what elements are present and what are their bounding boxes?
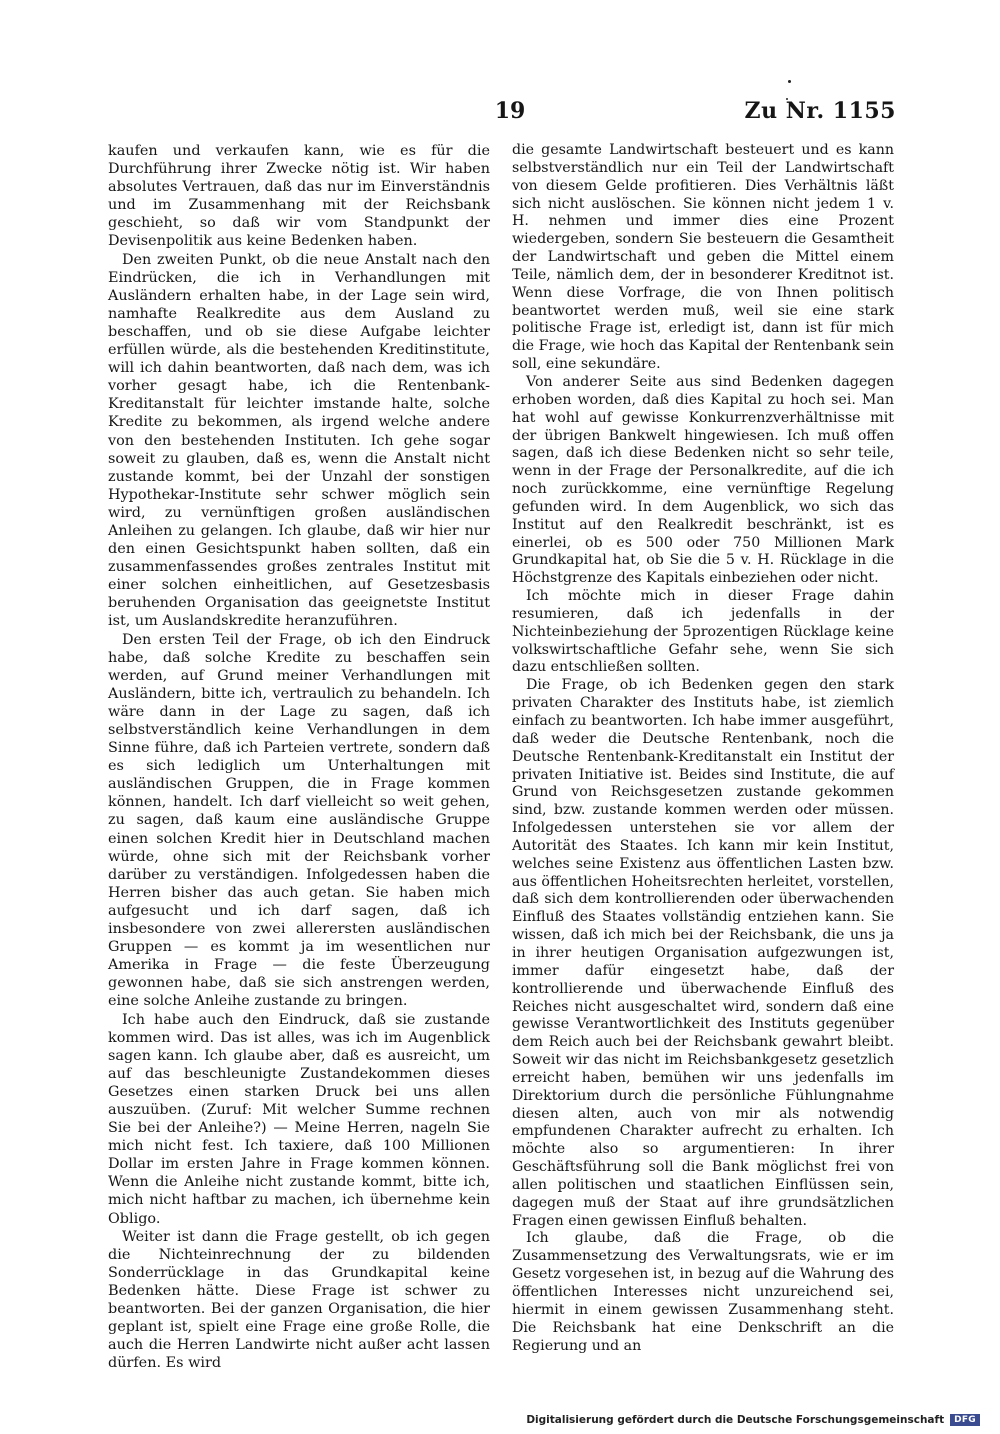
dfg-logo: DFG: [950, 1414, 980, 1426]
paragraph: Den zweiten Punkt, ob die neue Anstalt nach den Eindrücken, die ich in Verhandlungen mit Ausländern erhalten habe, in der Lage sein wird, namhafte Realkredite aus dem Ausland zu beschaffen, und ob sie diese Aufgabe leichter erfüllen würde, als die bestehenden Kreditinstitute, will ich dahin beantworten, daß nach dem, was ich vorher gesagt habe, ich die Rentenbank-Kreditanstalt für leichter imstande halte, solche Kredite zu bekommen, als irgend welche andere von den bestehenden Instituten. Ich gehe sogar soweit zu glauben, daß es, wenn die Anstalt nicht zustande kommt, bei der Unzahl der sonstigen Hypothekar-Institute sehr schwer möglich sein wird, zu vernünftigen großen ausländischen Anleihen zu gelangen. Ich glaube, daß wir hier nur den einen Gesichtspunkt haben sollten, daß ein zusammenfassendes großes zentrales Institut mit einer solchen einheitlichen, auf Gesetzesbasis beruhenden Organisation das geeignetste Institut ist, um Auslandskredite heranzuführen.: [108, 251, 490, 630]
paragraph: Ich möchte mich in dieser Frage dahin resumieren, daß ich jedenfalls in der Nichteinbeziehung der 5prozentigen Rücklage keine volkswirtschaftliche Gefahr sehe, wenn Sie sich dazu entschließen sollten.: [512, 588, 894, 676]
credit-text: Digitalisierung gefördert durch die Deutsche Forschungsgemeinschaft: [526, 1414, 945, 1426]
paragraph: Den ersten Teil der Frage, ob ich den Eindruck habe, daß solche Kredite zu beschaffen sein werden, auf Grund meiner Verhandlungen mit Ausländern, bitte ich, vertraulich zu behandeln. Ich wäre dann in der Lage zu sagen, daß ich selbstverständlich keine Verhandlungen in dem Sinne führe, daß ich Parteien vertrete, sondern daß es sich lediglich um Unterhaltungen mit ausländischen Gruppen, die in Frage kommen können, handelt. Ich darf vielleicht so weit gehen, zu sagen, daß kaum eine ausländische Gruppe einen solchen Kredit hier in Deutschland machen würde, ohne sich mit der Reichsbank vorher darüber zu verständigen. Infolgedessen haben die Herren bisher das auch getan. Sie haben mich aufgesucht und ich darf sagen, daß ich insbesondere von zwei allerersten ausländischen Gruppen — es kommt ja im wesentlichen nur Amerika in Frage — die feste Überzeugung gewonnen habe, daß sie sich anstrengen werden, eine solche Anleihe zustande zu bringen.: [108, 631, 490, 1010]
left-column: [108, 142, 490, 1372]
paragraph: die gesamte Landwirtschaft besteuert und es kann selbstverständlich nur ein Teil der Landwirtschaft von diesem Gelde profitieren. Dies Verhältnis läßt sich nicht auslöschen. Sie können nicht jedem 1 v. H. nehmen und immer dies eine Prozent wiedergeben, sondern Sie besteuern die Gesamtheit der Landwirtschaft und geben die Mittel einem Teile, nämlich dem, der in besonderer Kreditnot ist. Wenn diese Vorfrage, die von Ihnen politisch beantwortet werden muß, weil sie eine stark politische Frage ist, erledigt ist, dann ist für mich die Frage, wie hoch das Kapital der Rentenbank sein soll, eine sekundäre.: [512, 142, 894, 373]
running-head: Zu Nr. 1155: [744, 98, 896, 124]
page-number: 19: [494, 98, 526, 124]
digitization-credit: [526, 1414, 980, 1426]
paragraph: Ich glaube, daß die Frage, ob die Zusammensetzung des Verwaltungsrats, wie er im Gesetz vorgesehen ist, in bezug auf die Wahrung des öffentlichen Interesses nicht unzureichend sei, hiermit in einem gewissen Zusammenhang steht. Die Reichsbank hat eine Denkschrift an die Regierung und an: [512, 1230, 894, 1354]
paragraph: Von anderer Seite aus sind Bedenken dagegen erhoben worden, daß dies Kapital zu hoch sei. Man hat wohl auf gewisse Konkurrenzverhältnisse mit der übrigen Bankwelt hingewiesen. Ich muß offen sagen, daß ich diese Bedenken nicht so sehr teile, wenn in der Frage der Personalkredite, auf die ich noch zurückkomme, eine vernünftige Regelung gefunden wird. In dem Augenblick, wo sich das Institut auf den Realkredit beschränkt, ist es einerlei, ob es 500 oder 750 Millionen Mark Grundkapital hat, ob Sie die 5 v. H. Rücklage in die Höchstgrenze des Kapitals einbeziehen oder nicht.: [512, 373, 894, 587]
paragraph: Weiter ist dann die Frage gestellt, ob ich gegen die Nichteinrechnung der zu bildenden Sonderrücklage in das Grundkapital keine Bedenken hätte. Diese Frage ist schwer zu beantworten. Bei der ganzen Organisation, die hier geplant ist, spielt eine Frage eine große Rolle, die auch die Herren Landwirte nicht außer acht lassen dürfen. Es wird: [108, 1228, 490, 1372]
paragraph: Ich habe auch den Eindruck, daß sie zustande kommen wird. Das ist alles, was ich im Augenblick sagen kann. Ich glaube aber, daß es ausreicht, um auf das beschleunigte Zustandekommen dieses Gesetzes einen starken Druck bei uns allen auszuüben. (Zuruf: Mit welcher Summe rechnen Sie bei der Anleihe?) — Meine Herren, nageln Sie mich nicht fest. Ich taxiere, daß 100 Millionen Dollar im ersten Jahre in Frage kommen können. Wenn die Anleihe nicht zustande kommt, bitte ich, mich nicht haftbar zu machen, ich übernehme kein Obligo.: [108, 1011, 490, 1227]
paragraph: kaufen und verkaufen kann, wie es für die Durchführung ihrer Zwecke nötig ist. Wir haben absolutes Vertrauen, daß das nur im Einverständnis und im Zusammenhang mit der Reichsbank geschieht, so daß wir vom Standpunkt der Devisenpolitik aus keine Bedenken haben.: [108, 143, 490, 250]
paragraph: Die Frage, ob ich Bedenken gegen den stark privaten Charakter des Instituts habe, ist ziemlich einfach zu beantworten. Ich habe immer ausgeführt, daß weder die Deutsche Rentenbank, noch die Deutsche Rentenbank-Kreditanstalt ein Institut der privaten Initiative ist. Beides sind Institute, die auf Grund von Reichsgesetzen zustande gekommen sind, bzw. zustande kommen werden oder müssen. Infolgedessen unterstehen sie vor allem der Autorität des Staates. Ich kann mir kein Institut, welches seine Existenz aus öffentlichen Lasten bzw. aus öffentlichen Hoheitsrechten herleitet, vorstellen, daß sich dem kontrollierenden oder überwachenden Einfluß des Staates vollständig entziehen kann. Sie wissen, daß ich mich bei der Reichsbank, die uns ja in ihrer heutigen Organisation aufgezwungen ist, immer dafür eingesetzt habe, daß der kontrollierende und überwachende Einfluß des Reiches nicht ausgeschaltet wird, sondern daß eine gewisse Verantwortlichkeit des Instituts gegenüber dem Reich auch bei der Reichsbank gewahrt bleibt. Soweit wir das nicht im Reichsbankgesetz gesetzlich erreicht haben, bemühen wir uns jedenfalls im Direktorium durch die persönliche Fühlungnahme diesen alten, auch von mir als notwendig empfundenen Charakter aufrecht zu erhalten. Ich möchte also so argumentieren: In ihrer Geschäftsführung soll die Bank möglichst frei von allen politischen und staatlichen Einflüssen sein, dagegen muß der Staat auf ihre grundsätzlichen Fragen einen gewissen Einfluß behalten.: [512, 677, 894, 1229]
print-speck: [788, 80, 791, 83]
right-column: [512, 142, 894, 1355]
